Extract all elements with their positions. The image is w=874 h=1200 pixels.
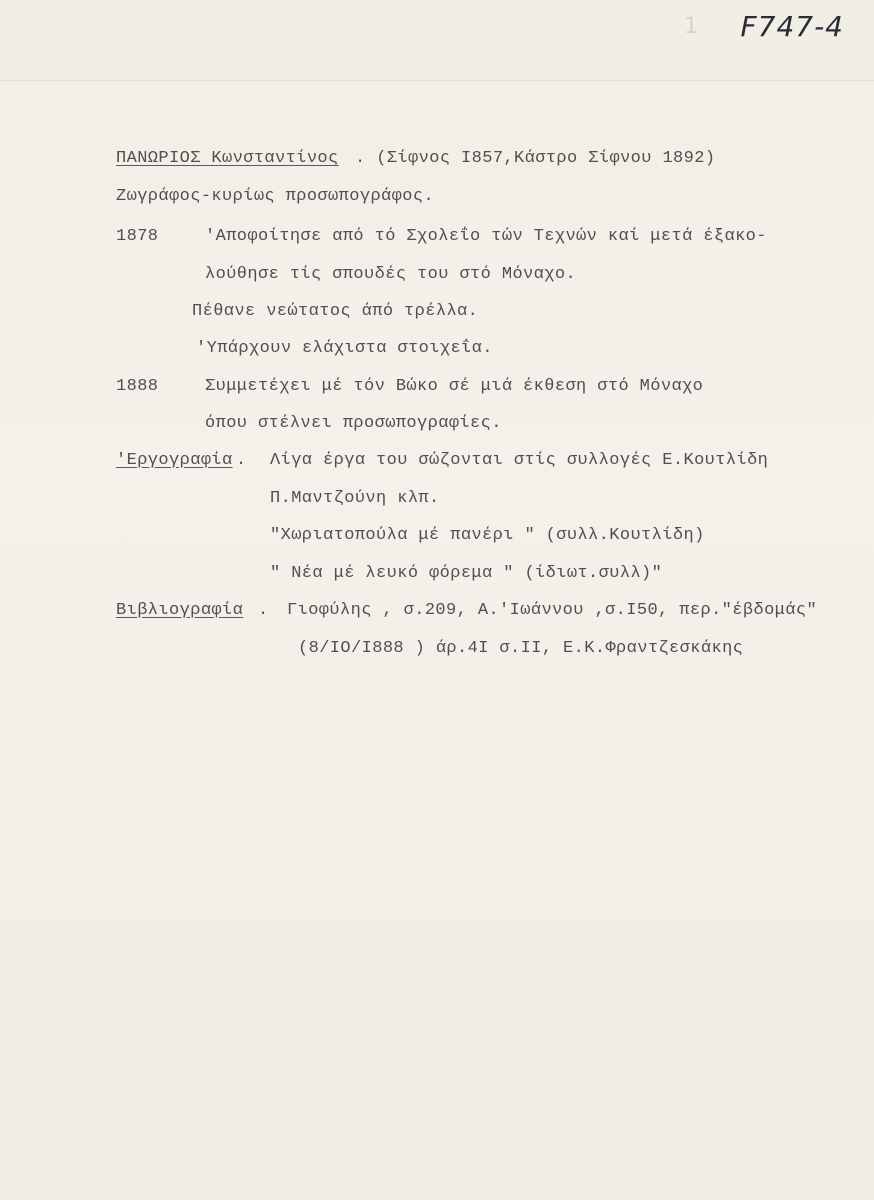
works-line: Λίγα έργα του σώζονται στίς συλλογές Ε.Κουτλίδη: [270, 451, 769, 470]
works-label-punct: .: [236, 451, 247, 470]
entry-year: 1878: [116, 227, 159, 246]
reference-number: F747-4: [740, 10, 844, 43]
works-line: " Νέα μέ λευκό φόρεμα " (ίδιωτ.συλλ)": [270, 564, 663, 583]
artist-dates: . (Σίφνος Ι857,Κάστρο Σίφνου 1892): [355, 149, 716, 168]
works-label: 'Εργογραφία: [116, 451, 233, 470]
entry-line: 'Υπάρχουν ελάχιστα στοιχεΐα.: [196, 339, 493, 358]
entry-line: Πέθανε νεώτατος άπό τρέλλα.: [192, 302, 479, 321]
corner-mark: 1: [684, 14, 698, 39]
works-line: "Χωριατοπούλα μέ πανέρι " (συλλ.Κουτλίδη): [270, 526, 705, 545]
entry-line: όπου στέλνει προσωπογραφίες.: [205, 414, 502, 433]
works-line: Π.Μαντζούνη κλπ.: [270, 489, 440, 508]
entry-year: 1888: [116, 377, 159, 396]
entry-line: λούθησε τίς σπουδές του στό Μόναχο.: [205, 265, 577, 284]
bibliography-line: (8/ΙΟ/Ι888 ) άρ.4Ι σ.ΙΙ, Ε.Κ.Φραντζεσκάκης: [298, 639, 744, 658]
entry-line: 'Αποφοίτησε από τό Σχολεΐο τών Τεχνών καί μετά έξακο-: [205, 227, 767, 246]
artist-name: ΠΑΝΩΡΙΟΣ Κωνσταντίνος: [116, 149, 339, 168]
bibliography-label: Βιβλιογραφία: [116, 601, 244, 620]
paper-fold-line: [0, 80, 874, 81]
bibliography-line: Γιοφύλης , σ.209, Α.'Ιωάννου ,σ.Ι50, περ."έβδομάς": [287, 601, 818, 620]
entry-line: Συμμετέχει μέ τόν Βώκο σέ μιά έκθεση στό Μόναχο: [205, 377, 704, 396]
artist-occupation: Ζωγράφος-κυρίως προσωπογράφος.: [116, 187, 435, 206]
bibliography-label-punct: .: [258, 601, 269, 620]
